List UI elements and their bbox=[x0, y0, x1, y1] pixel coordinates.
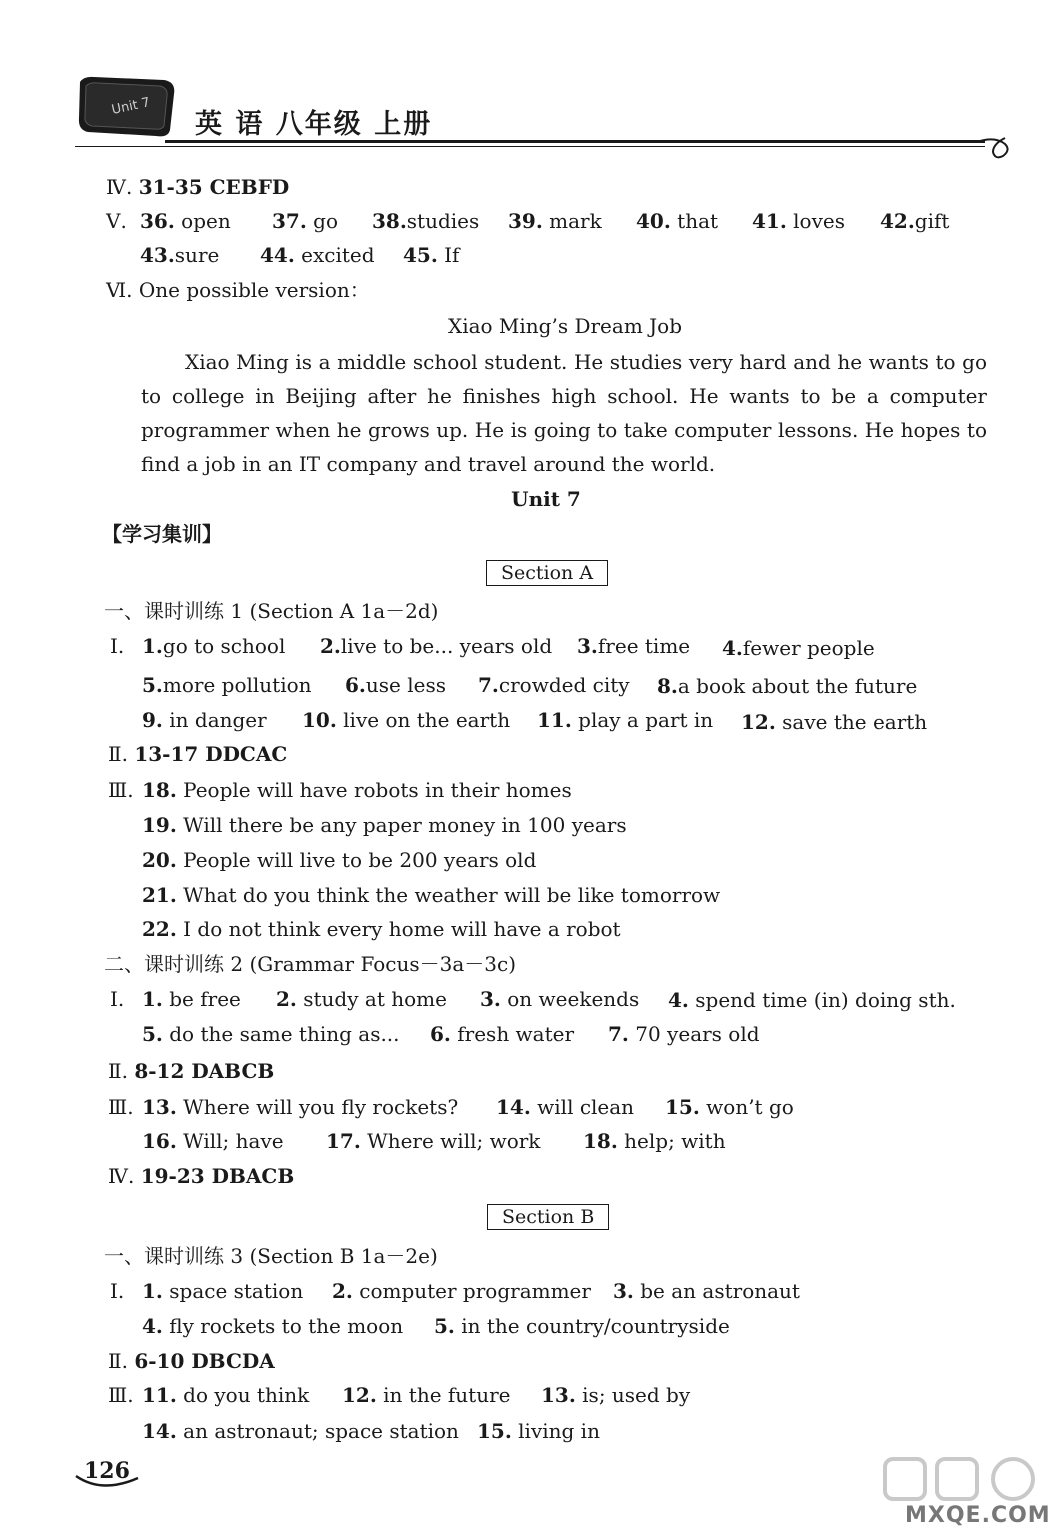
item-num: 14. bbox=[496, 1095, 531, 1119]
page-number: 126 bbox=[84, 1458, 130, 1484]
answer-item bbox=[142, 1313, 403, 1339]
item-num: 8. bbox=[657, 674, 678, 698]
item-num: 16. bbox=[142, 1129, 177, 1153]
answer-item bbox=[142, 777, 572, 803]
section-b-label: Section B bbox=[487, 1204, 609, 1230]
item-text: fly rockets to the moon bbox=[169, 1314, 404, 1338]
item-text: live to be... years old bbox=[340, 634, 553, 658]
item-num: 9. bbox=[142, 708, 163, 732]
part2-section-ii bbox=[108, 1058, 274, 1084]
item-text: People will have robots in their homes bbox=[183, 778, 572, 802]
item-num: 40. bbox=[636, 209, 671, 233]
item-text: fresh water bbox=[457, 1022, 575, 1046]
item-num: 45. bbox=[403, 243, 438, 267]
item-text: in the future bbox=[383, 1383, 511, 1407]
answer-item bbox=[722, 635, 875, 661]
answer-item bbox=[668, 987, 956, 1013]
item-text: is; used by bbox=[582, 1383, 691, 1407]
answer-item bbox=[577, 633, 690, 659]
answer-item bbox=[508, 208, 602, 234]
item-num: 3. bbox=[613, 1279, 634, 1303]
item-num: 4. bbox=[668, 988, 689, 1012]
item-num: 3. bbox=[480, 987, 501, 1011]
item-num: 36. bbox=[140, 209, 175, 233]
answer-item bbox=[342, 1382, 511, 1408]
answer-item bbox=[326, 1128, 540, 1154]
item-text: spend time (in) doing sth. bbox=[695, 988, 956, 1012]
item-text: Will there be any paper money in 100 years bbox=[183, 813, 627, 837]
answer-item bbox=[142, 672, 312, 698]
answer: 8-12 DABCB bbox=[134, 1059, 275, 1083]
item-num: 22. bbox=[142, 917, 177, 941]
item-text: do the same thing as... bbox=[169, 1022, 400, 1046]
answer-item bbox=[142, 882, 720, 908]
item-num: 39. bbox=[508, 209, 543, 233]
answer-item bbox=[142, 986, 241, 1012]
answer-item bbox=[272, 208, 338, 234]
item-text: on weekends bbox=[507, 987, 640, 1011]
study-heading: 【学习集训】 bbox=[102, 522, 222, 546]
answer-item bbox=[477, 1418, 600, 1444]
item-text: in the country/countryside bbox=[461, 1314, 730, 1338]
item-text: Will; have bbox=[183, 1129, 284, 1153]
answer-item bbox=[302, 707, 510, 733]
answer-item bbox=[657, 673, 917, 699]
roman-num: Ⅳ. bbox=[106, 175, 133, 199]
item-text: gift bbox=[914, 209, 950, 233]
item-text: live on the earth bbox=[343, 708, 511, 732]
item-text: save the earth bbox=[782, 710, 928, 734]
answer-item bbox=[741, 709, 927, 735]
item-text: computer programmer bbox=[359, 1279, 591, 1303]
item-text: use less bbox=[365, 673, 446, 697]
roman-num: Ⅱ. bbox=[108, 742, 128, 766]
item-text: an astronaut; space station bbox=[183, 1419, 459, 1443]
answer-item bbox=[608, 1021, 760, 1047]
item-text: play a part in bbox=[578, 708, 714, 732]
item-text: space station bbox=[169, 1279, 304, 1303]
answer-item bbox=[496, 1094, 634, 1120]
answer-item bbox=[541, 1382, 690, 1408]
answer-item bbox=[430, 1021, 574, 1047]
essay-title: Xiao Ming’s Dream Job bbox=[447, 314, 683, 338]
answer-item bbox=[142, 633, 285, 659]
answer-item bbox=[142, 847, 536, 873]
item-num: 17. bbox=[326, 1129, 361, 1153]
item-num: 11. bbox=[537, 708, 572, 732]
roman-num: Ⅱ. bbox=[108, 1059, 128, 1083]
part2-section-iv bbox=[108, 1163, 294, 1189]
item-num: 15. bbox=[477, 1419, 512, 1443]
item-num: 1. bbox=[142, 1279, 163, 1303]
answer-item bbox=[260, 242, 375, 268]
answer-item bbox=[403, 242, 459, 268]
chalkboard-icon bbox=[72, 72, 182, 142]
item-text: I do not think every home will have a robot bbox=[183, 917, 621, 941]
part2-heading: 二、课时训练 2 (Grammar Focus－3a－3c) bbox=[104, 952, 517, 976]
part1-section-ii bbox=[108, 741, 287, 767]
item-num: 12. bbox=[342, 1383, 377, 1407]
answer-item bbox=[537, 707, 713, 733]
answer-item bbox=[583, 1128, 726, 1154]
item-text: will clean bbox=[537, 1095, 635, 1119]
answer-item bbox=[142, 1094, 458, 1120]
answer-item bbox=[142, 1278, 303, 1304]
item-text: If bbox=[444, 243, 460, 267]
roman-num: Ⅵ. bbox=[106, 278, 133, 302]
header-rule bbox=[165, 140, 985, 143]
item-num: 18. bbox=[583, 1129, 618, 1153]
answer-item bbox=[142, 916, 621, 942]
section-a-label: Section A bbox=[486, 560, 608, 586]
roman-num: Ⅰ. bbox=[110, 987, 125, 1011]
item-num: 11. bbox=[142, 1383, 177, 1407]
answer-item bbox=[142, 1382, 309, 1408]
item-text: sure bbox=[174, 243, 220, 267]
roman-num: Ⅰ. bbox=[110, 1279, 125, 1303]
item-num: 43. bbox=[140, 243, 175, 267]
item-num: 3. bbox=[577, 634, 598, 658]
answer-item bbox=[140, 242, 219, 268]
answer: 6-10 DBCDA bbox=[134, 1349, 275, 1373]
answer-item bbox=[142, 812, 627, 838]
item-text: be an astronaut bbox=[640, 1279, 800, 1303]
chalkboard-text: Unit 7 bbox=[110, 95, 152, 118]
answer-item bbox=[332, 1278, 591, 1304]
item-text: help; with bbox=[624, 1129, 726, 1153]
answer-item bbox=[140, 208, 231, 234]
answer-item bbox=[752, 208, 845, 234]
answer-item bbox=[345, 672, 446, 698]
section-iv-line bbox=[106, 174, 289, 200]
item-text: excited bbox=[301, 243, 375, 267]
answer-item bbox=[142, 1128, 284, 1154]
answer-item bbox=[665, 1094, 794, 1120]
item-num: 38. bbox=[372, 209, 407, 233]
item-num: 5. bbox=[142, 673, 163, 697]
answer: 19-23 DBACB bbox=[140, 1164, 295, 1188]
item-num: 10. bbox=[302, 708, 337, 732]
answer-item bbox=[142, 1021, 400, 1047]
item-num: 13. bbox=[142, 1095, 177, 1119]
page-number-curve-icon bbox=[72, 1472, 142, 1492]
item-text: fewer people bbox=[742, 636, 875, 660]
part3-section-ii bbox=[108, 1348, 275, 1374]
answer-item bbox=[636, 208, 718, 234]
answer-item bbox=[142, 1418, 459, 1444]
answer-item bbox=[478, 672, 630, 698]
item-text: mark bbox=[549, 209, 602, 233]
roman-num: Ⅱ. bbox=[108, 1349, 128, 1373]
roman-num: Ⅴ. bbox=[106, 209, 127, 233]
item-num: 15. bbox=[665, 1095, 700, 1119]
item-num: 21. bbox=[142, 883, 177, 907]
item-text: studies bbox=[406, 209, 480, 233]
item-num: 37. bbox=[272, 209, 307, 233]
roman-num: Ⅲ. bbox=[108, 778, 134, 802]
answer-item bbox=[880, 208, 949, 234]
item-num: 5. bbox=[142, 1022, 163, 1046]
item-num: 1. bbox=[142, 987, 163, 1011]
item-text: more pollution bbox=[162, 673, 312, 697]
item-num: 7. bbox=[478, 673, 499, 697]
item-num: 13. bbox=[541, 1383, 576, 1407]
item-text: loves bbox=[793, 209, 845, 233]
item-num: 20. bbox=[142, 848, 177, 872]
item-text: Where will you fly rockets? bbox=[183, 1095, 459, 1119]
roman-num: Ⅲ. bbox=[108, 1095, 134, 1119]
item-text: go to school bbox=[162, 634, 286, 658]
item-num: 2. bbox=[320, 634, 341, 658]
item-text: won’t go bbox=[706, 1095, 794, 1119]
header-swirl-icon bbox=[975, 128, 1015, 168]
item-num: 2. bbox=[276, 987, 297, 1011]
item-num: 7. bbox=[608, 1022, 629, 1046]
part1-heading: 一、课时训练 1 (Section A 1a－2d) bbox=[104, 599, 439, 623]
item-text: crowded city bbox=[498, 673, 630, 697]
item-num: 41. bbox=[752, 209, 787, 233]
item-num: 4. bbox=[142, 1314, 163, 1338]
roman-num: Ⅳ. bbox=[108, 1164, 135, 1188]
item-num: 44. bbox=[260, 243, 295, 267]
item-text: living in bbox=[518, 1419, 600, 1443]
item-text: go bbox=[313, 209, 338, 233]
roman-num: Ⅰ. bbox=[110, 634, 125, 658]
section-vi-line bbox=[106, 277, 370, 303]
answer-item bbox=[320, 633, 552, 659]
header-rule-thin bbox=[75, 146, 985, 147]
unit-title: Unit 7 bbox=[511, 487, 581, 511]
item-text: in danger bbox=[169, 708, 267, 732]
item-text: 70 years old bbox=[635, 1022, 760, 1046]
item-num: 12. bbox=[741, 710, 776, 734]
item-text: that bbox=[677, 209, 719, 233]
item-text: free time bbox=[597, 634, 691, 658]
watermark-text: MXQE.COM bbox=[905, 1503, 1051, 1528]
page-header-title: 英 语 八年级 上册 bbox=[195, 109, 433, 140]
section-label: One possible version： bbox=[138, 278, 370, 302]
item-text: open bbox=[181, 209, 231, 233]
item-num: 5. bbox=[434, 1314, 455, 1338]
item-text: Where will; work bbox=[367, 1129, 541, 1153]
answer-item bbox=[613, 1278, 800, 1304]
item-text: People will live to be 200 years old bbox=[183, 848, 537, 872]
answer: 13-17 DDCAC bbox=[134, 742, 288, 766]
item-num: 19. bbox=[142, 813, 177, 837]
item-num: 1. bbox=[142, 634, 163, 658]
item-text: do you think bbox=[183, 1383, 310, 1407]
item-num: 6. bbox=[345, 673, 366, 697]
answer-item bbox=[434, 1313, 730, 1339]
answer-item bbox=[276, 986, 447, 1012]
item-text: a book about the future bbox=[677, 674, 918, 698]
part3-heading: 一、课时训练 3 (Section B 1a－2e) bbox=[104, 1244, 438, 1268]
item-num: 18. bbox=[142, 778, 177, 802]
item-num: 6. bbox=[430, 1022, 451, 1046]
item-num: 14. bbox=[142, 1419, 177, 1443]
item-text: be free bbox=[169, 987, 241, 1011]
item-text: What do you think the weather will be like tomorrow bbox=[183, 883, 721, 907]
answer-item bbox=[142, 707, 267, 733]
essay-body: Xiao Ming is a middle school student. He studies very hard and he wants to go to college in Beijing after he finishes high school. He wants to be a computer programmer when he grows up. He is going to take computer lessons. He hopes to find a job in an IT company and travel around the world. bbox=[141, 350, 987, 476]
answer-item bbox=[372, 208, 479, 234]
answer: 31-35 CEBFD bbox=[138, 175, 290, 199]
item-text: study at home bbox=[303, 987, 447, 1011]
item-num: 2. bbox=[332, 1279, 353, 1303]
answer-item bbox=[480, 986, 639, 1012]
item-num: 42. bbox=[880, 209, 915, 233]
item-num: 4. bbox=[722, 636, 743, 660]
roman-num: Ⅲ. bbox=[108, 1383, 134, 1407]
